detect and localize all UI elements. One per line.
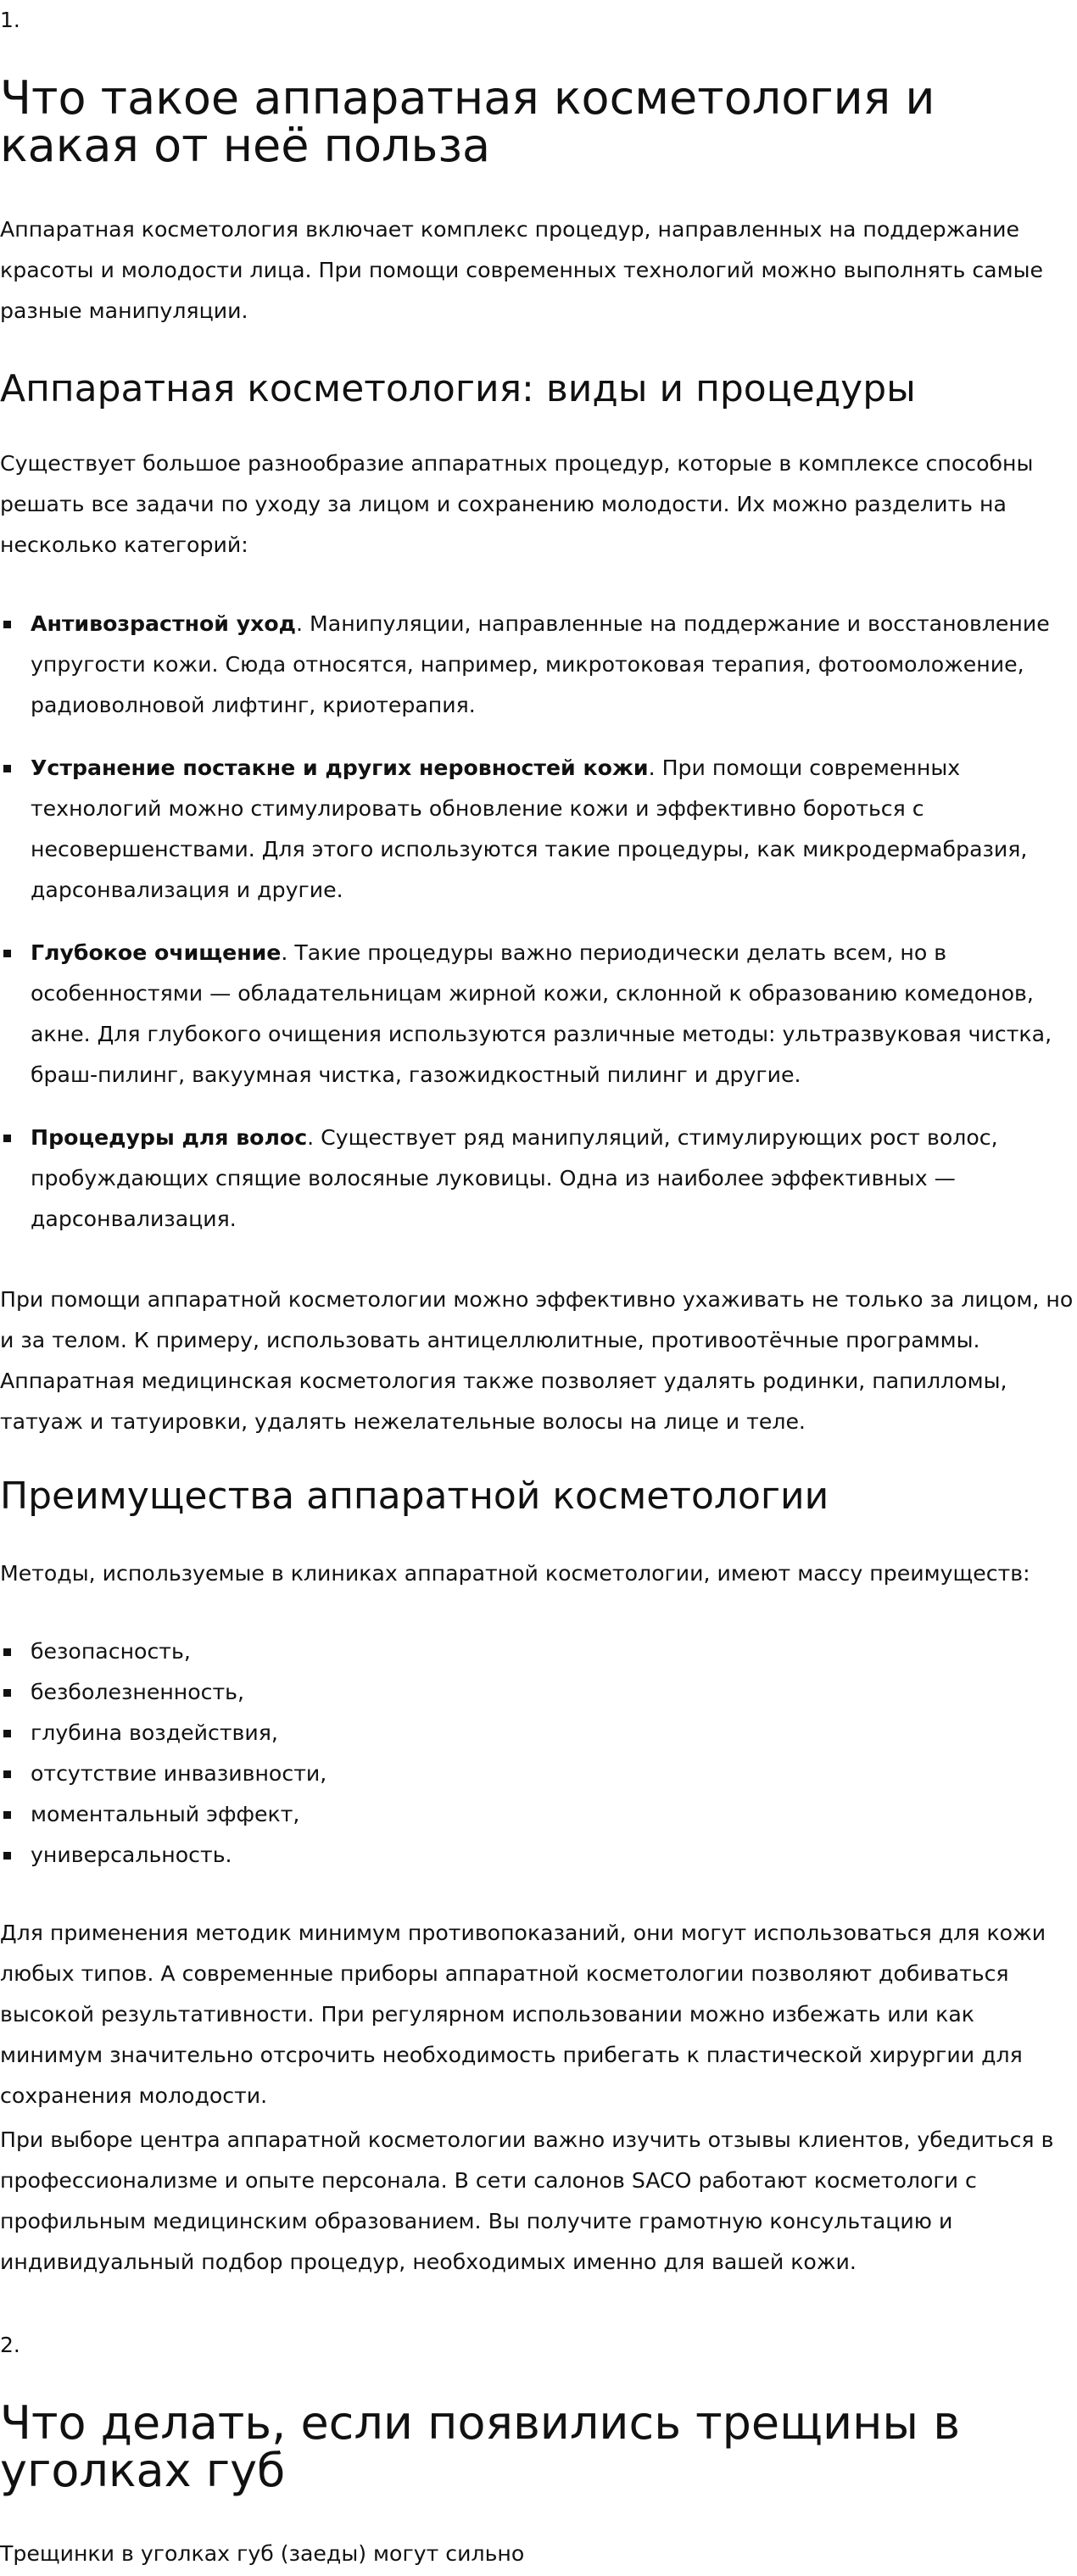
article-intro: Аппаратная косметология включает комплекс процедур, направленных на поддержание красоты и молодости лица. При помощи современных технологий можно выполнять самые разные манипуляции. xyxy=(0,217,1043,323)
list-item-text: . Такие процедуры важно периодически делать всем, но в особенностями — обладательницам жирной кожи, склонной к образованию комедонов, акне. Для глубокого очищения используются различные методы: ультразвуковая чистка, браш-пилинг, вакуумная чистка, газожидкостный пилинг и другие. xyxy=(31,940,1052,1087)
article-title: Что делать, если появились трещины в уголках губ xyxy=(0,2396,961,2497)
list-item: отсутствие инвазивности, xyxy=(0,1754,1074,1794)
section-intro-benefits: Методы, используемые в клиниках аппаратной косметологии, имеют массу преимуществ: xyxy=(0,1561,1030,1586)
benefits-list xyxy=(0,1631,1074,1876)
section-intro-types: Существует большое разнообразие аппаратных процедур, которые в комплексе способны решать все задачи по уходу за лицом и сохранению молодости. Их можно разделить на несколько категорий: xyxy=(0,451,1034,557)
list-item-title: Устранение постакне и других неровностей кожи xyxy=(31,756,649,780)
list-item-text: . Существует ряд манипуляций, стимулирующих рост волос, пробуждающих спящие волосяные луковицы. Одна из наиболее эффективных — дарсонвализация. xyxy=(31,1125,998,1231)
list-item xyxy=(0,748,1074,911)
article-intro: Трещинки в уголках губ (заеды) могут сильно xyxy=(0,2541,525,2566)
benefits-paragraph: При выборе центра аппаратной косметологии важно изучить отзывы клиентов, убедиться в профессионализме и опыте персонала. В сети салонов SACO работают косметологи с профильным медицинским образованием. Вы получите грамотную консультацию и индивидуальный подбор процедур, необходимых именно для вашей кожи. xyxy=(0,2127,1054,2274)
list-item: моментальный эффект, xyxy=(0,1794,1074,1835)
list-item: безопасность, xyxy=(0,1631,1074,1672)
list-item: безболезненность, xyxy=(0,1672,1074,1713)
section-heading-benefits: Преимущества аппаратной косметологии xyxy=(0,1475,829,1518)
article-number: 1. xyxy=(0,8,20,32)
list-item: глубина воздействия, xyxy=(0,1713,1074,1754)
benefits-paragraph: Для применения методик минимум противопоказаний, они могут использоваться для кожи любых типов. А современные приборы аппаратной косметологии позволяют добиваться высокой результативности. При регулярном использовании можно избежать или как минимум значительно отсрочить необходимость прибегать к пластической хирургии для сохранения молодости. xyxy=(0,1921,1046,2108)
procedure-types-list xyxy=(0,604,1074,1240)
list-item-text: . Манипуляции, направленные на поддержание и восстановление упругости кожи. Сюда относятся, например, микротоковая терапия, фотоомоложение, радиоволновой лифтинг, криотерапия. xyxy=(31,611,1050,717)
section-outro-types: При помощи аппаратной косметологии можно эффективно ухаживать не только за лицом, но и за телом. К примеру, использовать антицеллюлитные, противоотёчные программы. Аппаратная медицинская косметология также позволяет удалять родинки, папилломы, татуаж и татуировки, удалять нежелательные волосы на лице и теле. xyxy=(0,1287,1074,1434)
list-item xyxy=(0,604,1074,726)
article-title: Что такое аппаратная косметология и какая от неё польза xyxy=(0,71,935,172)
article-number: 2. xyxy=(0,2333,20,2357)
list-item-title: Процедуры для волос xyxy=(31,1125,308,1150)
list-item-title: Антивозрастной уход xyxy=(31,611,297,636)
list-item-title: Глубокое очищение xyxy=(31,940,282,965)
list-item: универсальность. xyxy=(0,1835,1074,1876)
list-item-text: . При помощи современных технологий можно стимулировать обновление кожи и эффективно бороться с несовершенствами. Для этого используются такие процедуры, как микродермабразия, дарсонвализация и другие. xyxy=(31,756,1028,902)
list-item xyxy=(0,933,1074,1096)
section-heading-types: Аппаратная косметология: виды и процедуры xyxy=(0,367,916,410)
list-item xyxy=(0,1118,1074,1240)
